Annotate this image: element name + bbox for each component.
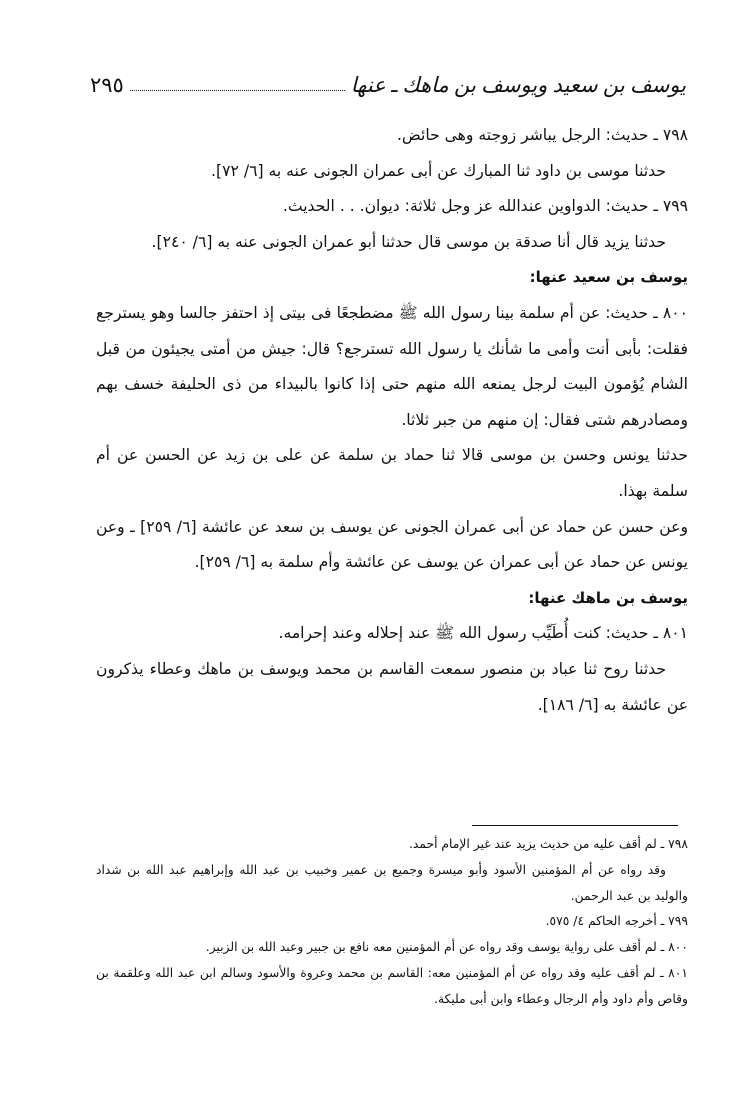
footnote-801: ٨٠١ ـ لم أقف عليه وقد رواه عن أم المؤمنين معه: القاسم بن محمد وعروة والأسود وسالم ابن عبد الله وعلقمة بن وقاص وأم داود وأم الرجال وعطاء وابن أبى مليكة. — [96, 965, 688, 1006]
hadith-799-isnad: حدثنا يزيد قال أنا صدقة بن موسى قال حدثنا أبو عمران الجونى عنه به [٦/ ٢٤٠]. — [151, 232, 666, 251]
footnote-799: ٧٩٩ ـ أخرجه الحاكم ٤/ ٥٧٥. — [545, 914, 688, 929]
footnote-798-cont: وقد رواه عن أم المؤمنين الأسود وأبو ميسرة وجميع بن عمير وخبيب بن عبد الله وإبراهيم عبد الله بن شداد والوليد بن عبد الرحمن. — [96, 862, 688, 903]
hadith-798-heading: ٧٩٨ ـ حديث: الرجل يباشر زوجته وهى حائض. — [396, 126, 688, 144]
footnote-800: ٨٠٠ ـ لم أقف على رواية يوسف وقد رواه عن أم المؤمنين معه نافع بن جبير وعبد الله بن الزبير. — [205, 940, 688, 955]
header-dotted-rule — [130, 90, 345, 91]
footnote-divider — [472, 825, 678, 826]
section-heading-yusuf-ibn-mahak: يوسف بن ماهك عنها: — [528, 588, 688, 607]
main-text — [96, 118, 688, 723]
hadith-801-heading: ٨٠١ ـ حديث: كنت أُطَيِّب رسول الله ﷺ عند إحلاله وعند إحرامه. — [278, 624, 688, 643]
hadith-800-isnad: حدثنا يونس وحسن بن موسى قالا ثنا حماد بن سلمة عن على بن زيد عن الحسن عن أم سلمة بهذا. — [96, 446, 688, 500]
footnote-798: ٧٩٨ ـ لم أقف عليه من حديث يزيد عند غير الإمام أحمد. — [409, 837, 688, 851]
hadith-798-isnad: حدثنا موسى بن داود ثنا المبارك عن أبى عمران الجونى عنه به [٦/ ٧٢]. — [211, 161, 666, 180]
page-number: ٢٩٥ — [90, 73, 124, 97]
page-header — [90, 62, 686, 96]
section-heading-yusuf-ibn-said: يوسف بن سعيد عنها: — [529, 268, 688, 287]
hadith-801-isnad: حدثنا روح ثنا عباد بن منصور سمعت القاسم بن محمد ويوسف بن ماهك وعطاء يذكرون عن عائشة به [٦/ ١٨٦]. — [96, 659, 688, 714]
hadith-800-isnad-2: وعن حسن عن حماد عن أبى عمران الجونى عن يوسف بن سعد عن عائشة [٦/ ٢٥٩] ـ وعن يونس عن حماد عن أبى عمران عن يوسف عن عائشة وأم سلمة به [٦/ ٢٥٩]. — [96, 517, 688, 572]
hadith-799-heading: ٧٩٩ ـ حديث: الدواوين عندالله عز وجل ثلاثة: ديوان. . . الحديث. — [282, 197, 688, 216]
running-title: يوسف بن سعيد ويوسف بن ماهك ـ عنها — [350, 73, 686, 97]
hadith-800-text: ٨٠٠ ـ حديث: عن أم سلمة بينا رسول الله ﷺ مضطجعًا فى بيتى إذ احتفز جالسا وهو يسترجع فقلت: بأبى أنت وأمى ما شأنك يا رسول الله تسترجع؟ قال: جيش من أمتى يجيئون من قبل الشام يُؤمون البيت لرجل يمنعه الله منهم حتى إذا كانوا بالبيداء من ذى الحليفة خسف بهم ومصادرهم شتى فقال: إن منهم من جبر ثلاثا. — [96, 303, 688, 429]
footnotes — [96, 832, 688, 1013]
